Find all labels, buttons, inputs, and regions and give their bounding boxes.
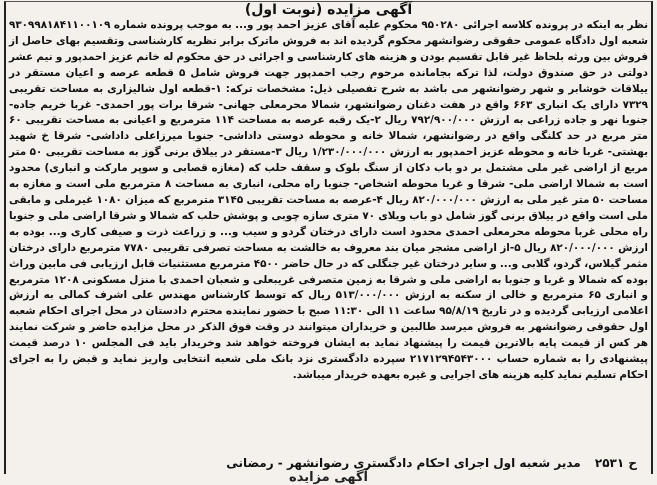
notice-body: نظر به اینکه در پرونده کلاسه اجرائی ۹۵۰۲۸۰ محکوم علیه آقای عزیز احمد پور و... به موجب پرونده شماره ۹۳۰۹۹۸۱۸۴۱۱۰۰۱۰۹ شعبه اول دادگاه عمومی حقوقی رضوانشهر محکوم گردیده اند به فروش ماترک برابر نظریه کارشناسی وتقسیم بهای حاصل از فروش بین ورثه بلحاظ غیر قابل تقسیم بودن و هزینه های کارشناسی و اجرائی در حق محکوم له خانم عزیز احمدپور و نیم عشر دولتی در حق صندوق دولت، لذا ترکه بجامانده مرحوم رجب احمدپور جهت فروش شامل ۵ قطعه عرصه و اعیان مستقر در ییلاقات خوشابر و شهر رضوانشهر می باشد به شرح تفصیلی ذیل: مشخصات ترکه: ۱-قطعه اول شالیزاری به مساحت تقریبی ۷۳۲۹ دارای یک انباری ۶۶۳ واقع در هفت دغنان رضوانشهر، شمالا محرمعلی جهانی- شرقا برات پور احمدی- غربا خریم جاده- جنوبا نهر و جاده زراعی به ارزش ۷۹۲/۹۰۰/۰۰۰ ریال ۲-یک رقبه عرصه به مساحت ۱۱۴ مترمربع و اعیانی به مساحت تقریبی ۶۰ متر مربع در حد کلنگی واقع در رضوانشهر، شمالا خانه و محوطه دوستی داداشی- جنوبا میرزاعلی داداشی- شرقا خ شهید بهشتی- غربا خانه و محوطه عزیز احمدپور به ارزش ۱/۲۳۰/۰۰۰/۰۰۰ ریال ۳-مستقر در ییلاق برنی گوز به مساحت تقریبی ۵۰ متر مربع از اراضی غیر ملی مشتمل بر دو باب دکان از سنگ بلوک و سقف حلب که (مغازه قصابی و سوپر مارکت و انباری) محدود است به شمالا اراضی ملی- شرقا و غربا محوطه اشخاص- جنوبا راه محلی، انباری به مساحت ۸ مترمربع ملی است و مغازه به مساحت ۵۰ متر غیر ملی به ارزش ۸۲۰/۰۰۰/۰۰۰ ریال ۴-عرصه به مساحت تقریبی ۳۱۴۵ مترمربع که میزان ۱۰۸۰ غیرملی و مابقی ملی است واقع در ییلاق برنی گوز شامل دو باب ویلای ۷۰ متری سازه چوبی و پوشش حلب که شمالا و شرقا اراضی ملی و جنوبا راه محلی غربا محوطه محرمعلی احمدی محدود است دارای درختان گردو و سیب و... و زراعت ذرت و صیفی کاری و... بوده به ارزش ۸۲۰/۰۰۰/۰۰۰ ریال ۵-از اراضی مشجر میان بند معروف به خالشت به مساحت تصرفی تقریبی ۷۷۸۰ مترمربع دارای درختان مثمر گیلاس، گردو، گلابی و... و سایر درختان غیر جنگلی که در حال حاضر ۴۵۰۰ مترمربع مستثنیات قابل ارزیابی فی مابین وراث بوده که شمالا و غربا و جنوبا به اراضی ملی و شرقا به زمین متصرفی غریبعلی و شعبان احمدی با منزل مسکونی ۱۲۰۸ مترمربع و انباری ۶۵ مترمربع و خالی از سکنه به ارزش ۵۱۳/۰۰۰/۰۰۰ ریال که توسط کارشناس مهندس علی اشرف کمالی به ارزش اعلامی ارزیابی گردیده و در تاریخ ۹۵/۸/۱۹ ساعت ۱۱ الی ۱۱:۳۰ صبح با حضور نماینده محترم دادستان در محل اجرای احکام شعبه اول حقوقی رضوانشهر به فروش میرسد طالبین و خریداران میتوانند در وقت فوق الذکر در محل مزایده حاضر و شرکت نمایند هر کس از قیمت پایه بالاترین قیمت را پیشنهاد نماید به ایشان فروخته خواهد شد وخریدار باید فی المجلس ۱۰ درصد قیمت پیشنهادی را به شماره حساب ۲۱۷۱۲۹۴۵۴۳۰۰۰ سپرده دادگستری نزد بانک ملی شعبه انتخابی واریز نماید و قبض را به اجرای احکام تسلیم نماید کلیه هزینه های اجرایی و غیره بعهده خریدار میباشد.: [9, 19, 648, 381]
notice-title: آگهی مزایده (نوبت اول): [244, 2, 413, 18]
notice-frame: [4, 1, 653, 485]
signature-line: مدیر شعبه اول اجرای احکام دادگستری رضوانشهر - رمضانی: [226, 456, 581, 470]
reference-code: ح ۲۵۳۱: [594, 456, 637, 470]
notice-footer: [6, 455, 651, 471]
next-notice-title-partial: آگهی مزایده: [289, 470, 368, 485]
